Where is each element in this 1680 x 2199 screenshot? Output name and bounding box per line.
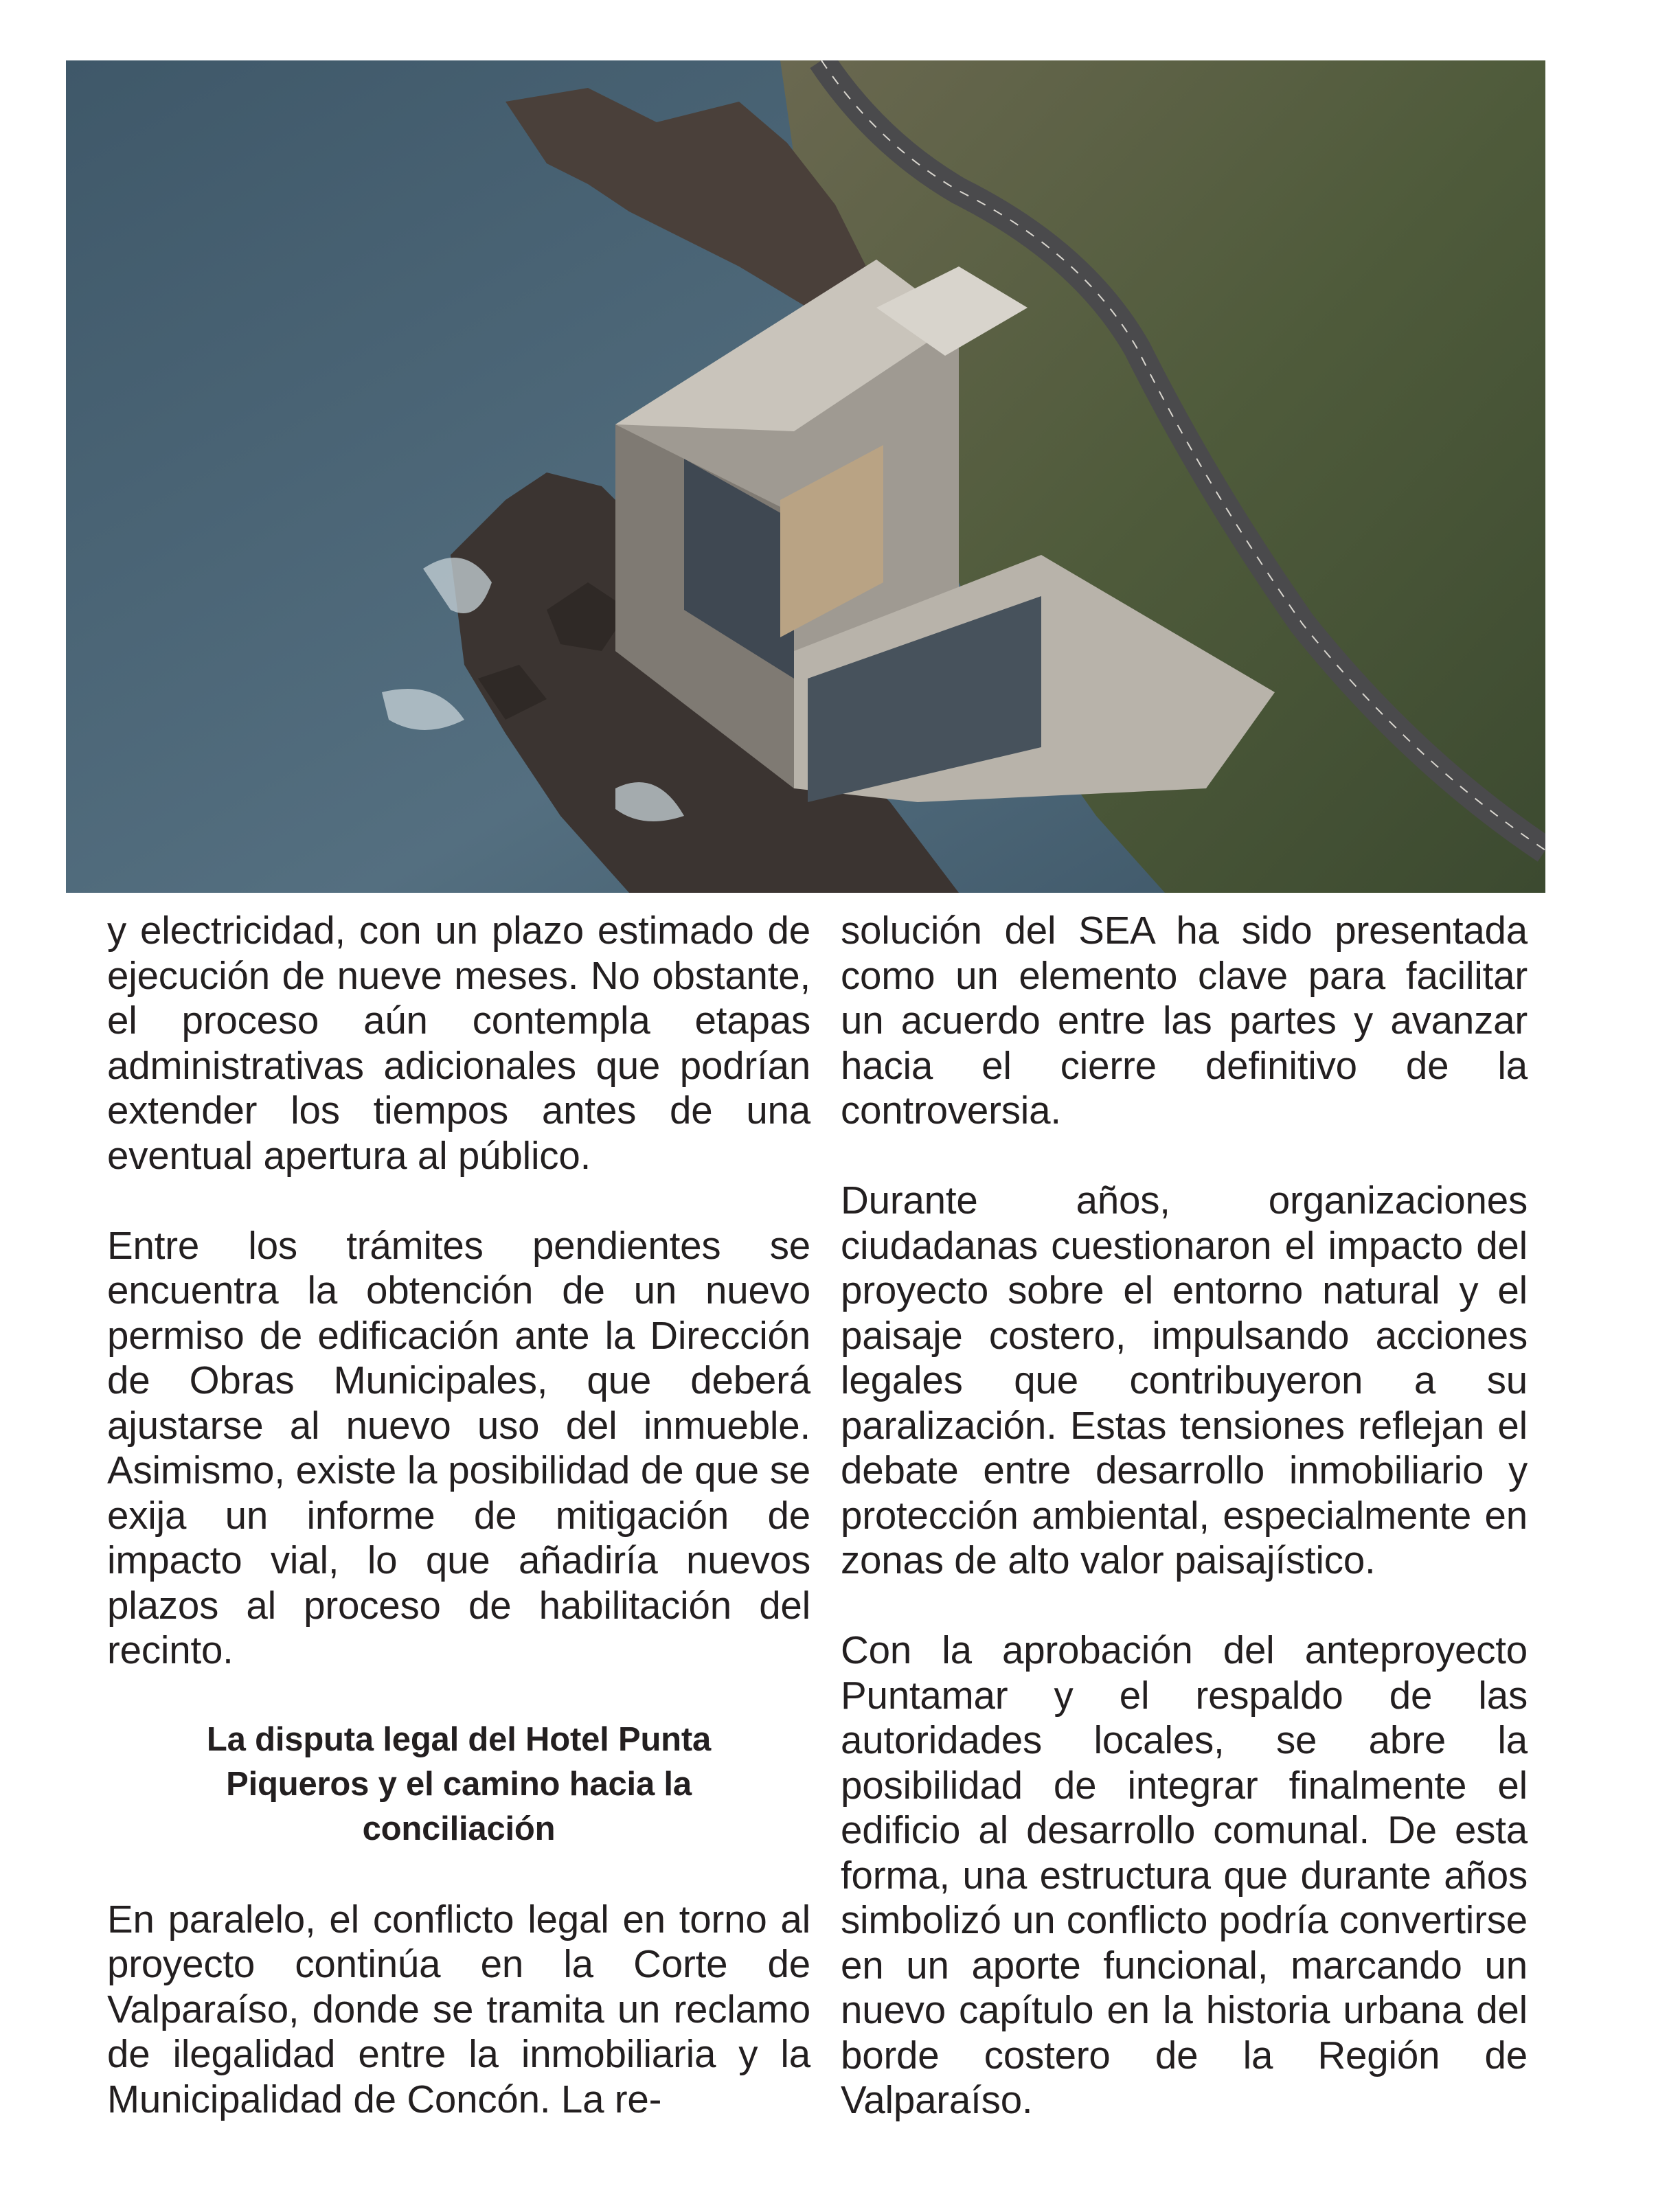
paragraph: solución del SEA ha sido presentada como un elemento clave para facilitar un acuerdo entre las partes y avanzar hacia el cierre definitivo de la controversia. xyxy=(841,909,1528,1132)
paragraph: En paralelo, el conflicto legal en torno al proyecto continúa en la Corte de Valparaíso, donde se tramita un reclamo de ilegalidad entre la inmobiliaria y la Municipalidad de Concón. La re- xyxy=(107,1897,810,2121)
article-column-right xyxy=(841,908,1528,2123)
paragraph: Con la aprobación del anteproyecto Puntamar y el respaldo de las autoridades locales, se abre la posibilidad de integrar finalmente el edificio al desarrollo comunal. De esta forma, una estructura que durante años simbolizó un conflicto podría convertirse en un aporte funcional, marcando un nuevo capítulo en la historia urbana del borde costero de la Región de Valparaíso. xyxy=(841,1628,1528,2121)
aerial-coastal-hotel-illustration xyxy=(66,60,1545,893)
paragraph: y electricidad, con un plazo estimado de ejecución de nueve meses. No obstante, el proceso aún contempla etapas administrativas adicionales que podrían extender los tiempos antes de una eventual apertura al público. xyxy=(107,909,810,1177)
paragraph: Durante años, organizaciones ciudadanas cuestionaron el impacto del proyecto sobre el entorno natural y el paisaje costero, impulsando acciones legales que contribuyeron a su paralización. Estas tensiones reflejan el debate entre desarrollo inmobiliario y protección ambiental, especialmente en zonas de alto valor paisajístico. xyxy=(841,1178,1528,1582)
paragraph: Entre los trámites pendientes se encuentra la obtención de un nuevo permiso de edificación ante la Dirección de Obras Municipales, que deberá ajustarse al nuevo uso del inmueble. Asimismo, existe la posibilidad de que se exija un informe de mitigación de impacto vial, lo que añadiría nuevos plazos al proceso de habilitación del recinto. xyxy=(107,1223,810,1672)
article-column-left xyxy=(107,908,810,2121)
section-subheading: La disputa legal del Hotel Punta Piqueros y el camino hacia la conciliación xyxy=(206,1721,712,1847)
article-photo xyxy=(66,60,1545,893)
